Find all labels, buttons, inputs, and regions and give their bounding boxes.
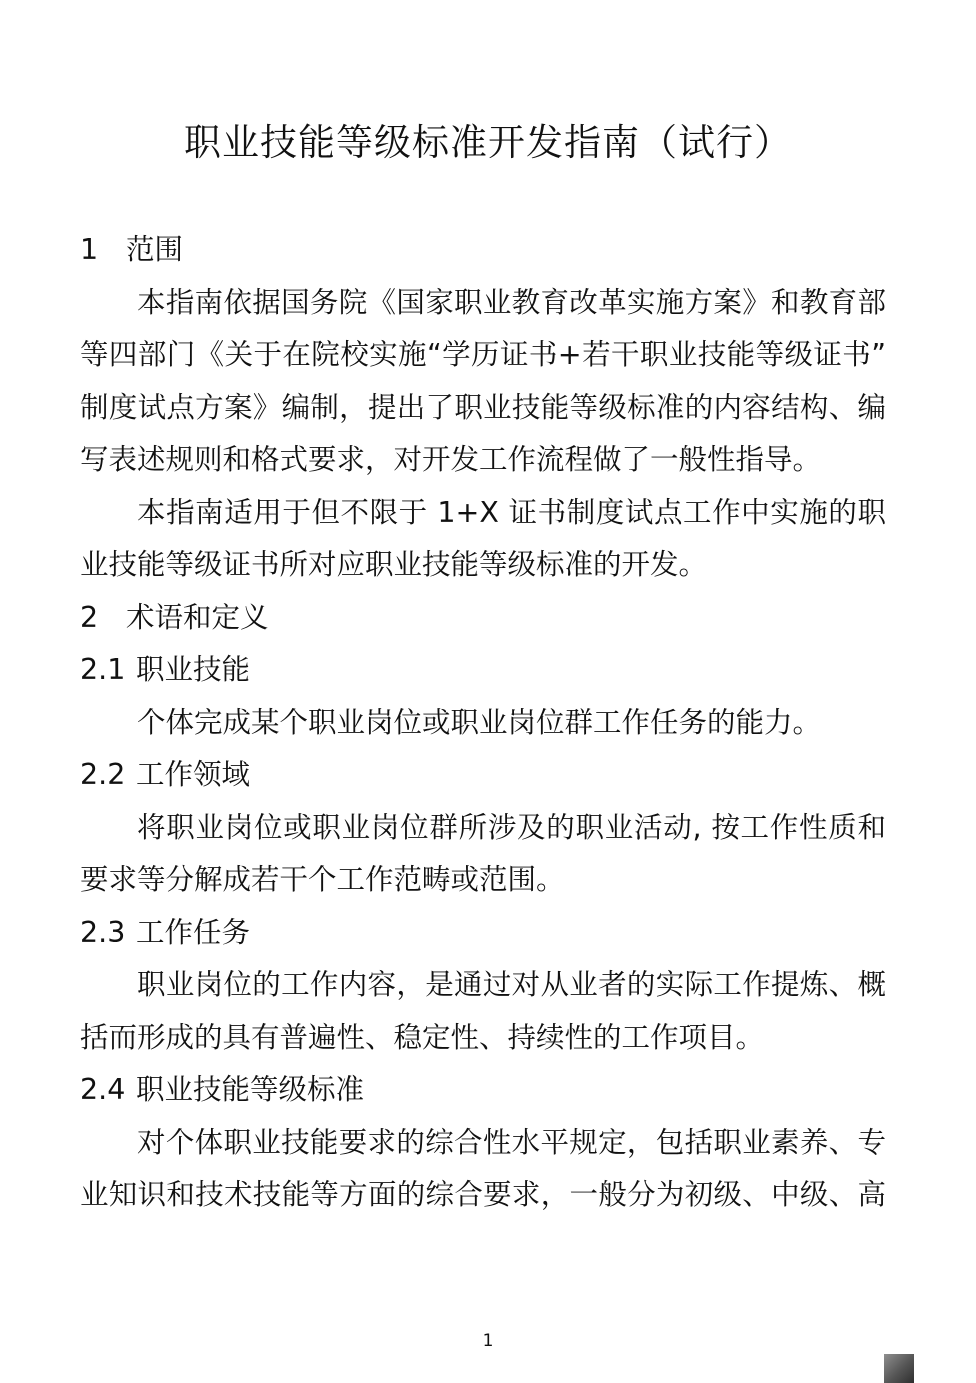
subsection-title: 职业技能等级标准: [136, 1073, 365, 1106]
section-number: 1: [80, 233, 99, 266]
definition-skill-level-standard: 对个体职业技能要求的综合性水平规定，包括职业素养、专业知识和技术技能等方面的综合要求，一般分为初级、中级、高: [80, 1125, 886, 1211]
corner-thumbnail: [884, 1354, 914, 1383]
subsection-heading-skill-level-standard: [80, 1064, 886, 1117]
page-number: 1: [482, 1331, 494, 1351]
document-title: 职业技能等级标准开发指南（试行）: [184, 121, 792, 164]
section-heading-scope: [80, 224, 886, 277]
section-title: 术语和定义: [126, 600, 269, 634]
subsection-number: 2.1: [80, 653, 126, 686]
subsection-title: 工作领域: [136, 758, 251, 791]
subsection-number: 2.4: [80, 1073, 126, 1106]
definition-vocational-skill: 个体完成某个职业岗位或职业岗位群工作任务的能力。: [137, 705, 822, 739]
subsection-title: 职业技能: [136, 653, 251, 686]
subsection-heading-work-task: [80, 907, 886, 960]
subsection-heading-vocational-skill: [80, 644, 886, 697]
document-body: [80, 224, 886, 1222]
scope-paragraph-basis: 本指南依据国务院《国家职业教育改革实施方案》和教育部等四部门《关于在院校实施“学历证书+若干职业技能等级证书”制度试点方案》编制，提出了职业技能等级标准的内容结构、编写表述规则和格式要求，对开发工作流程做了一般性指导。: [80, 285, 886, 476]
subsection-number: 2.2: [80, 758, 126, 791]
definition-work-task: 职业岗位的工作内容，是通过对从业者的实际工作提炼、概括而形成的具有普遍性、稳定性、持续性的工作项目。: [80, 968, 886, 1054]
subsection-heading-work-domain: [80, 749, 886, 802]
section-heading-terms: [80, 592, 886, 645]
section-number: 2: [80, 600, 99, 634]
definition-work-domain: 将职业岗位或职业岗位群所涉及的职业活动, 按工作性质和要求等分解成若干个工作范畴或范围。: [80, 810, 886, 896]
subsection-number: 2.3: [80, 915, 126, 949]
subsection-title: 工作任务: [136, 915, 251, 949]
scope-paragraph-applicability: 本指南适用于但不限于 1+X 证书制度试点工作中实施的职业技能等级证书所对应职业技能等级标准的开发。: [80, 495, 886, 581]
section-title: 范围: [126, 233, 184, 266]
